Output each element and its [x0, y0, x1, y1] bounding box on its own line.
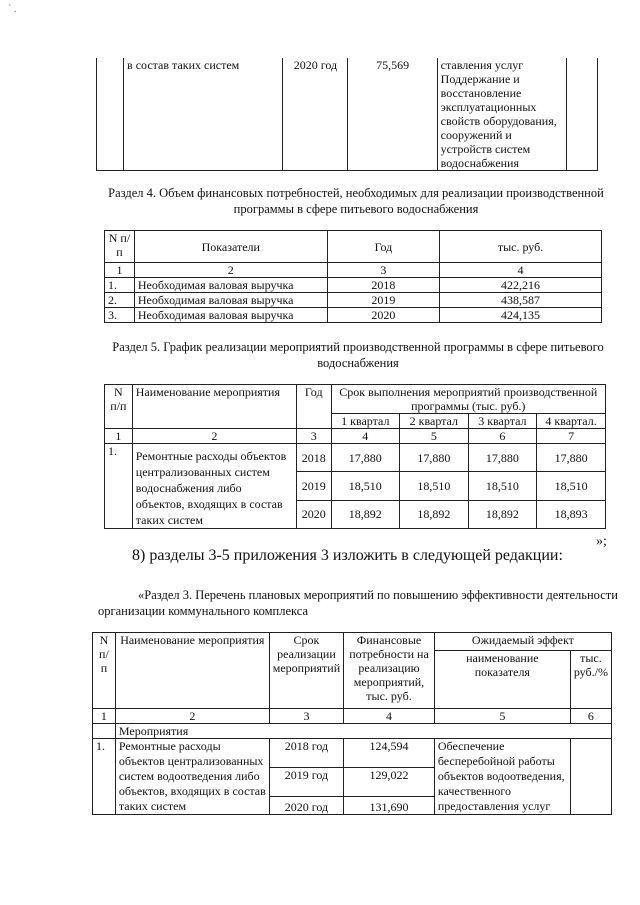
section3-title: «Раздел 3. Перечень плановых мероприятий по повышению эффективности деятельности организации коммунального комплекса [98, 588, 618, 618]
table-row [105, 293, 602, 308]
column-number: 7 [537, 429, 606, 444]
column-number: 5 [434, 709, 570, 724]
row-value: 18,510 [331, 472, 400, 500]
column-number: 3 [269, 709, 343, 724]
row-term: 2018 год [269, 739, 343, 768]
row-value: 129,022 [344, 767, 435, 796]
header-num: N п/п [105, 231, 135, 263]
closing-quote: »; [596, 534, 607, 549]
section4-title: Раздел 4. Объем финансовых потребностей, необходимых для реализации производственной программы в сфере питьевого водоснабжения [108, 186, 604, 216]
row-term: 2019 год [269, 767, 343, 796]
header-name: Наименование мероприятия [115, 633, 269, 709]
table-row [105, 278, 602, 293]
row-value: 18,510 [537, 472, 606, 500]
table-cell [97, 58, 124, 171]
table-row [105, 444, 606, 472]
column-number: 1 [93, 709, 116, 724]
row-year: 2018 [327, 278, 439, 293]
section5-table [104, 384, 606, 529]
column-number: 2 [132, 429, 296, 444]
row-indicator: Необходимая валовая выручка [134, 293, 327, 308]
row-name: Ремонтные расходы объектов централизованных систем водоснабжения либо объектов, входящих в состав таких систем [132, 444, 296, 529]
top-value-cell: 75,569 [348, 58, 437, 171]
header-num: N п/ п [93, 633, 116, 709]
header-expected-effect: Ожидаемый эффект [434, 633, 611, 651]
column-number: 1 [105, 429, 133, 444]
column-number: 4 [440, 263, 602, 278]
group-label: Мероприятия [115, 724, 611, 739]
column-number: 4 [331, 429, 400, 444]
column-number: 4 [344, 709, 435, 724]
row-value: 124,594 [344, 739, 435, 768]
header-num: N п/п [105, 385, 133, 429]
table-cell [566, 58, 597, 171]
header-term: Срок выполнения мероприятий производственной программы (тыс. руб.) [331, 385, 605, 414]
row-year: 2019 [296, 472, 331, 500]
row-num: 1. [105, 278, 135, 293]
row-value: 18,893 [537, 500, 606, 528]
row-value: 18,510 [468, 472, 537, 500]
row-value: 18,892 [400, 500, 469, 528]
row-year: 2020 [296, 500, 331, 528]
row-value: 18,892 [468, 500, 537, 528]
header-year: Год [296, 385, 331, 429]
row-value: 17,880 [331, 444, 400, 472]
column-number: 6 [468, 429, 537, 444]
item8-text: 8) разделы 3-5 приложения 3 изложить в следующей редакции: [132, 547, 563, 564]
row-year: 2019 [327, 293, 439, 308]
column-number: 2 [134, 263, 327, 278]
column-number: 2 [115, 709, 269, 724]
table-cell [93, 724, 116, 739]
section3-table [92, 632, 612, 815]
row-indicator: Необходимая валовая выручка [134, 278, 327, 293]
row-value: 131,690 [344, 796, 435, 815]
column-number: 5 [400, 429, 469, 444]
column-number: 3 [296, 429, 331, 444]
row-amount: 422,216 [440, 278, 602, 293]
row-value: 17,880 [468, 444, 537, 472]
top-effect-cell: ставления услуг Поддержание и восстановление эксплуатационных свойств оборудования, сооружений и устройств систем водоснабжения [437, 58, 566, 171]
header-indicators: Показатели [134, 231, 327, 263]
column-number: 6 [570, 709, 611, 724]
section4-table [104, 230, 602, 323]
row-term: 2020 год [269, 796, 343, 815]
row-num: 1. [105, 444, 133, 529]
header-thousand-rub: тыс. руб. [440, 231, 602, 263]
row-value: 17,880 [537, 444, 606, 472]
quarter-header: 1 квартал [331, 414, 400, 429]
header-year: Год [327, 231, 439, 263]
row-year: 2018 [296, 444, 331, 472]
row-value: 18,892 [331, 500, 400, 528]
section5-title: Раздел 5. График реализации мероприятий производственной программы в сфере питьевого водоснабжения [112, 340, 604, 370]
row-num: 1. [93, 739, 116, 815]
header-financial-needs: Финансовые потребности на реализацию мероприятий, тыс. руб. [344, 633, 435, 709]
column-number: 3 [327, 263, 439, 278]
top-continuation-table [96, 58, 598, 171]
table-cell [570, 739, 611, 815]
header-effect-unit: тыс. руб./% [570, 651, 611, 709]
table-row [93, 739, 612, 768]
row-value: 17,880 [400, 444, 469, 472]
header-effect-name: наименование показателя [434, 651, 570, 709]
row-amount: 424,135 [440, 308, 602, 323]
row-num: 2. [105, 293, 135, 308]
table-row [105, 308, 602, 323]
row-name: Ремонтные расходы объектов централизованных систем водоотведения либо объектов, входящих в состав таких систем [115, 739, 269, 815]
row-value: 18,510 [400, 472, 469, 500]
quarter-header: 3 квартал [468, 414, 537, 429]
row-num: 3. [105, 308, 135, 323]
row-year: 2020 [327, 308, 439, 323]
top-name-cell: в состав таких систем [124, 58, 283, 171]
quarter-header: 4 квартал. [537, 414, 606, 429]
top-year-cell: 2020 год [283, 58, 348, 171]
row-amount: 438,587 [440, 293, 602, 308]
row-effect: Обеспечение бесперебойной работы объектов водоотведения, качественного предоставления услуг [434, 739, 570, 815]
column-number: 1 [105, 263, 135, 278]
header-term: Срок реализации мероприятий [269, 633, 343, 709]
header-name: Наименование мероприятия [132, 385, 296, 429]
row-indicator: Необходимая валовая выручка [134, 308, 327, 323]
scan-mark: ` . [8, 4, 17, 15]
quarter-header: 2 квартал [400, 414, 469, 429]
